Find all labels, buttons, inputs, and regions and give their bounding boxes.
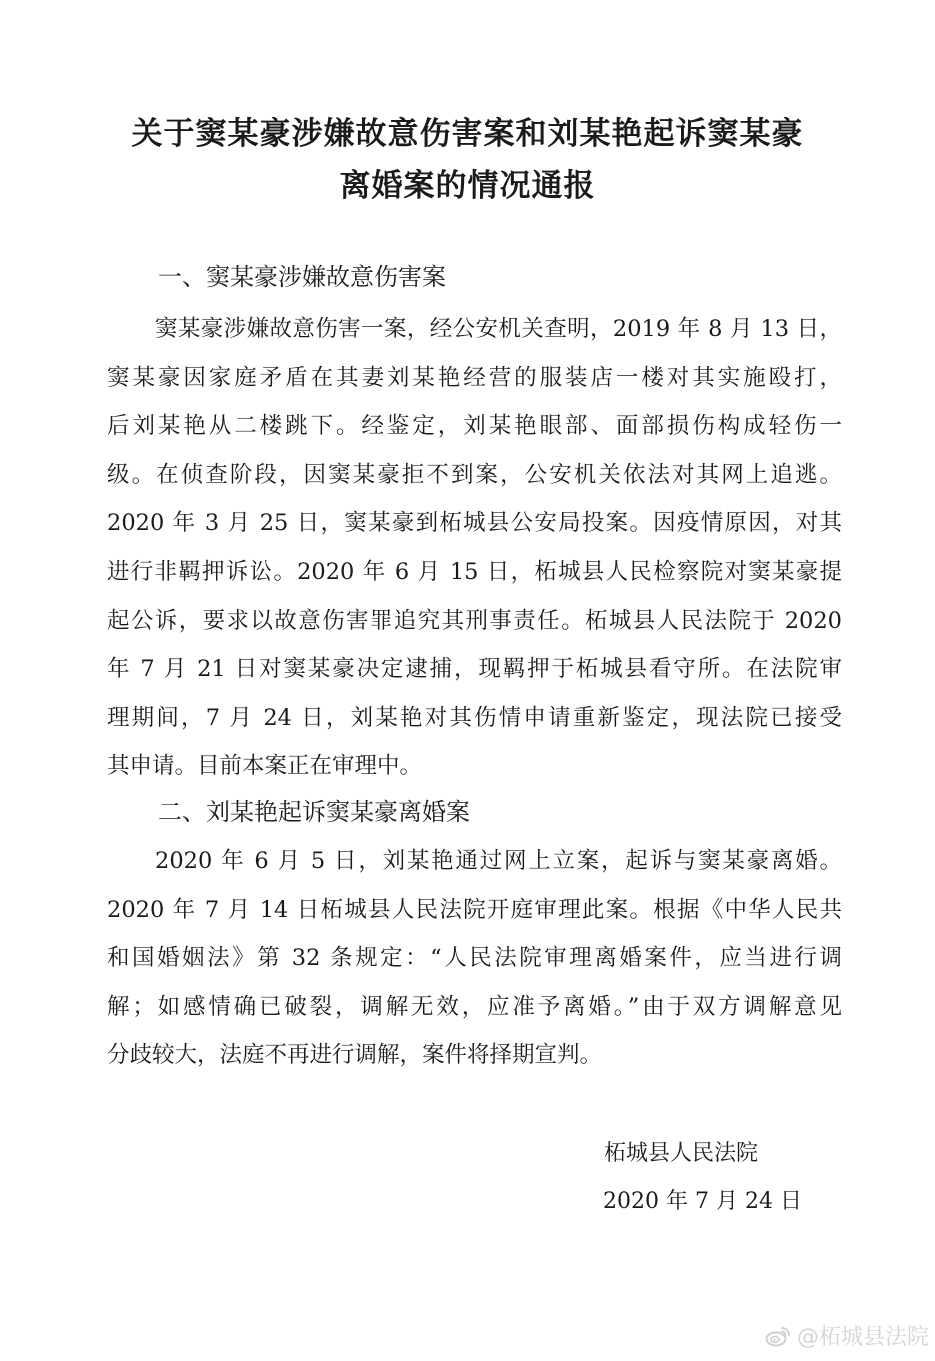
section-2-heading: 二、刘某艳起诉窦某豪离婚案 — [158, 798, 470, 826]
paragraph-line: 2020 年 3 月 25 日，窦某豪到柘城县公安局投案。因疫情原因，对其 — [107, 510, 842, 537]
paragraph-line: 2020 年 6 月 5 日，刘某艳通过网上立案，起诉与窦某豪离婚。 — [155, 848, 842, 874]
paragraph-line: 进行非羁押诉讼。2020 年 6 月 15 日，柘城县人民检察院对窦某豪提 — [107, 558, 842, 585]
paragraph-line: 后刘某艳从二楼跳下。经鉴定，刘某艳眼部、面部损伤构成轻伤一 — [107, 413, 842, 440]
section-1-heading: 一、窦某豪涉嫌故意伤害案 — [158, 263, 446, 291]
paragraph-line: 2020 年 7 月 14 日柘城县人民法院开庭审理此案。根据《中华人民共 — [107, 896, 842, 923]
paragraph-line: 分歧较大，法庭不再进行调解，案件将择期宣判。 — [107, 1042, 603, 1069]
paragraph-line: 起公诉，要求以故意伤害罪追究其刑事责任。柘城县人民法院于 2020 — [107, 607, 842, 634]
signature-organization: 柘城县人民法院 — [604, 1141, 759, 1166]
watermark-text: @柘城县法院 — [796, 1325, 929, 1350]
document-title — [0, 108, 935, 212]
paragraph-line: 和国婚姻法》第 32 条规定：“人民法院审理离婚案件，应当进行调 — [107, 945, 842, 972]
weibo-logo-icon — [765, 1325, 791, 1347]
paragraph-line: 解；如感情确已破裂，调解无效，应准予离婚。”由于双方调解意见 — [107, 993, 842, 1020]
paragraph-line: 窦某豪因家庭矛盾在其妻刘某艳经营的服装店一楼对其实施殴打， — [107, 364, 842, 391]
paragraph-line: 其申请。目前本案正在审理中。 — [107, 753, 423, 780]
section-2-paragraph — [107, 837, 842, 1080]
signature-date: 2020 年 7 月 24 日 — [603, 1189, 802, 1214]
paragraph-line: 年 7 月 21 日对窦某豪决定逮捕，现羁押于柘城县看守所。在法院审 — [107, 656, 842, 683]
paragraph-line: 窦某豪涉嫌故意伤害一案，经公安机关查明，2019 年 8 月 13 日， — [155, 316, 842, 342]
paragraph-line: 级。在侦查阶段，因窦某豪拒不到案，公安机关依法对其网上追逃。 — [107, 461, 842, 488]
title-line-2: 离婚案的情况通报 — [339, 168, 596, 204]
section-1-paragraph — [107, 305, 842, 791]
title-line-1: 关于窦某豪涉嫌故意伤害案和刘某艳起诉窦某豪 — [131, 116, 804, 152]
weibo-watermark — [765, 1320, 929, 1351]
paragraph-line: 理期间，7 月 24 日，刘某艳对其伤情申请重新鉴定，现法院已接受 — [107, 704, 842, 731]
